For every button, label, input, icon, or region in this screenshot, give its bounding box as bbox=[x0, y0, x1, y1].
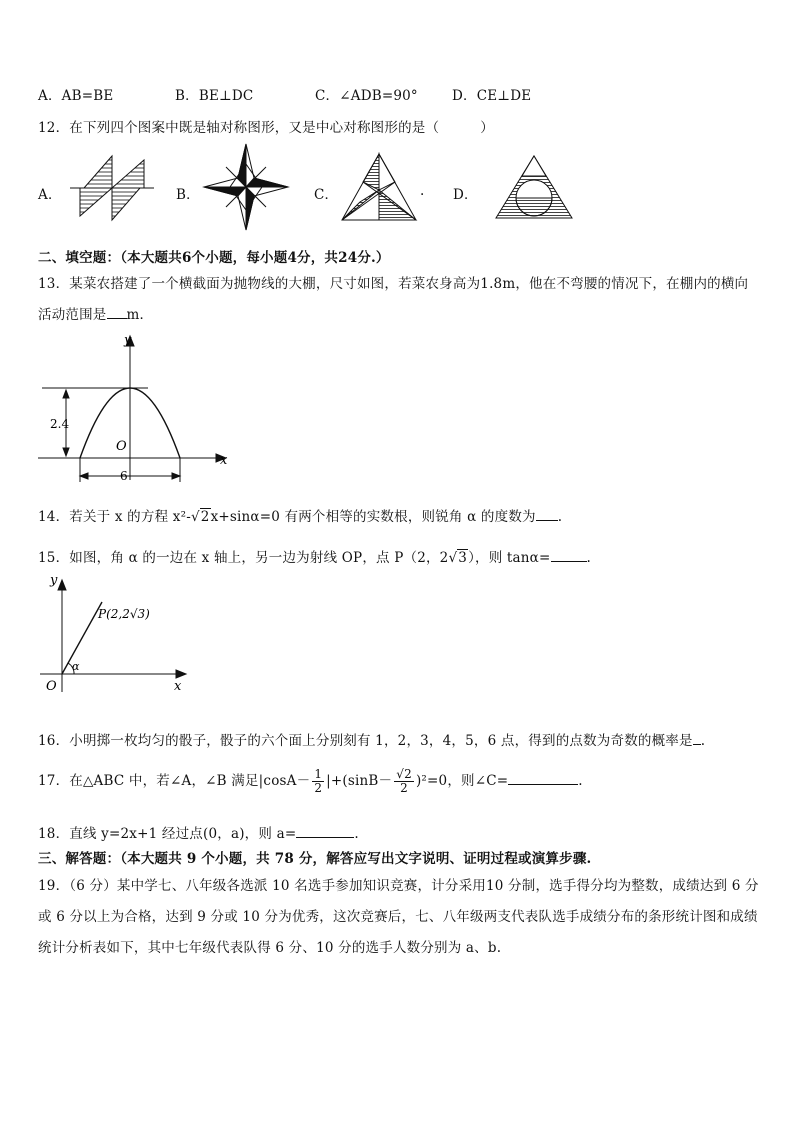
q11-option-a: A．AB=BE bbox=[38, 88, 114, 104]
q15-answer-blank[interactable] bbox=[551, 549, 587, 562]
q14-text-a: 14．若关于 x 的方程 x²- bbox=[38, 509, 191, 525]
q19-line2: 或 6 分以上为合格，达到 9 分或 10 分为优秀，这次竞赛后，七、八年级两支代表队选手成绩分布的条形统计图和成绩 bbox=[38, 909, 758, 925]
q18-end: . bbox=[354, 826, 359, 842]
section2-heading: 二、填空题：（本大题共6个小题，每小题4分，共24分.） bbox=[38, 250, 390, 266]
q18-stem: 18．直线 y=2x+1 经过点(0，a)，则 a= bbox=[38, 826, 297, 842]
q15-end: . bbox=[586, 550, 592, 566]
q15-y-label: y bbox=[50, 573, 58, 588]
q12-label-d: D． bbox=[453, 187, 478, 203]
q12-label-a: A． bbox=[38, 187, 62, 203]
q17-end: . bbox=[578, 773, 583, 789]
q18-answer-blank[interactable] bbox=[296, 825, 354, 838]
q12-figure-b-star bbox=[200, 142, 292, 232]
q11-option-d: D．CE⊥DE bbox=[452, 88, 532, 104]
q12-stem: 12．在下列四个图案中既是轴对称图形，又是中心对称图形的是（ ） bbox=[38, 120, 494, 136]
q13-parabola-figure bbox=[36, 330, 236, 490]
q15-point-label: P(2,2√3) bbox=[98, 607, 150, 621]
q13-line2-text: 活动范围是 bbox=[38, 307, 107, 323]
q17-fraction-2: $\frac{√2}{2}$ bbox=[396, 767, 412, 795]
q11-option-c: C．∠ADB=90° bbox=[315, 88, 418, 104]
q13-origin-label: O bbox=[116, 439, 127, 454]
q12-label-c: C． bbox=[314, 187, 339, 203]
q12-label-b: B． bbox=[176, 187, 200, 203]
q16-text bbox=[38, 729, 705, 749]
q13-line1: 13．某菜农搭建了一个横截面为抛物线的大棚，尺寸如图，若菜农身高为1.8m，他在不弯腰的情况下，在棚内的横向 bbox=[38, 276, 749, 292]
q15-text-a: 15．如图，角 α 的一边在 x 轴上，另一边为射线 OP，点 P（2，2 bbox=[38, 550, 449, 566]
q12-dot: . bbox=[420, 183, 425, 199]
q15-angle-label: α bbox=[72, 660, 80, 673]
q17-text-b: |+(sinB－ bbox=[326, 773, 393, 789]
q12-figure-c-triangle bbox=[338, 150, 420, 224]
q14-text: 14．若关于 x 的方程 x²-√2x+sinα=0 有两个相等的实数根，则锐角 α 的度数为 . bbox=[38, 509, 563, 525]
q19-line3: 统计分析表如下，其中七年级代表队得 6 分、10 分的选手人数分别为 a、b. bbox=[38, 940, 502, 956]
q14-answer-blank[interactable] bbox=[536, 508, 558, 521]
q14-sqrt: 2 bbox=[200, 509, 210, 525]
q13-line2 bbox=[38, 303, 153, 323]
q14-end: . bbox=[557, 509, 563, 525]
q13-y-label: y bbox=[124, 333, 132, 348]
q17-text bbox=[38, 768, 583, 795]
q13-answer-blank[interactable] bbox=[107, 306, 127, 319]
q16-end: . bbox=[700, 733, 706, 749]
q15-text: 15．如图，角 α 的一边在 x 轴上，另一边为射线 OP，点 P（2，2√3），则 tanα= . bbox=[38, 550, 592, 566]
q13-width-label: 6 bbox=[120, 469, 128, 483]
q15-sqrt: 3 bbox=[458, 550, 468, 566]
q12-figure-d-triangle-circle bbox=[494, 154, 574, 222]
q15-angle-figure bbox=[36, 572, 196, 696]
section3-heading: 三、解答题：（本大题共 9 个小题，共 78 分，解答应写出文字说明、证明过程或演算步骤. bbox=[38, 851, 592, 867]
q17-answer-blank[interactable] bbox=[508, 772, 578, 785]
q16-stem: 16．小明掷一枚均匀的骰子，骰子的六个面上分别刻有 1，2，3，4，5，6 点，得到的点数为奇数的概率是 bbox=[38, 733, 693, 749]
q11-option-b: B．BE⊥DC bbox=[175, 88, 254, 104]
q17-text-c: )²=0，则∠C= bbox=[415, 773, 509, 789]
q17-text-a: 17．在△ABC 中，若∠A，∠B 满足|cosA－ bbox=[38, 773, 311, 789]
q13-x-label: x bbox=[220, 453, 228, 468]
q15-origin-label: O bbox=[46, 679, 57, 694]
q18-text bbox=[38, 822, 359, 842]
q12-figure-a-pinwheel bbox=[64, 150, 160, 226]
q19-line1: 19．（6 分）某中学七、八年级各选派 10 名选手参加知识竞赛，计分采用10 分制，选手得分均为整数，成绩达到 6 分 bbox=[38, 878, 759, 894]
q13-line2-unit: m． bbox=[126, 307, 154, 323]
q17-fraction-1: $\frac{1}{2}$ bbox=[314, 767, 323, 795]
q14-text-b: x+sinα=0 有两个相等的实数根，则锐角 α 的度数为 bbox=[210, 509, 536, 525]
q15-x-label: x bbox=[174, 679, 182, 694]
q13-height-label: 2.4 bbox=[50, 417, 70, 431]
q16-answer-blank[interactable] bbox=[693, 732, 701, 745]
q15-text-b: ），则 tanα= bbox=[468, 550, 551, 566]
